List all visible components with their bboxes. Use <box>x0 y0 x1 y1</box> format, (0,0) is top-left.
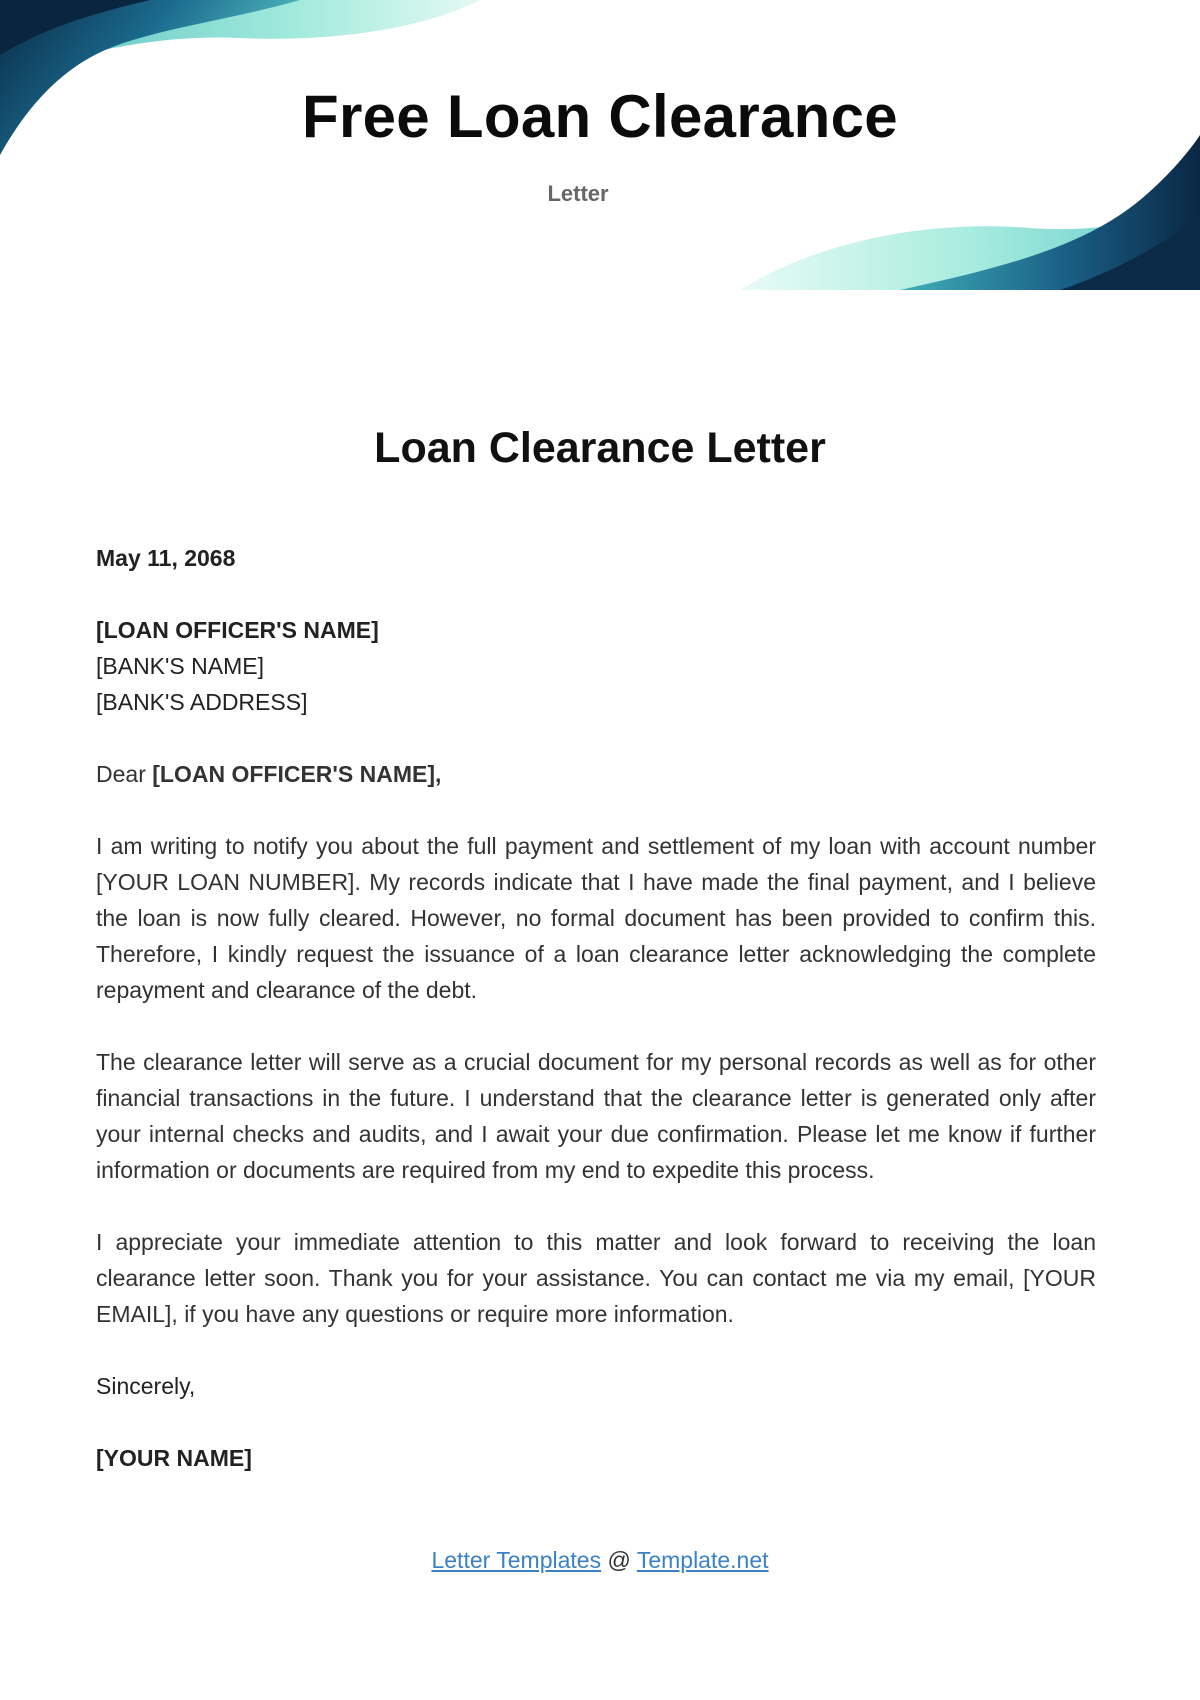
salutation-prefix: Dear <box>96 761 146 787</box>
recipient-bank-address: [BANK'S ADDRESS] <box>96 689 308 715</box>
salutation <box>96 756 1096 792</box>
template-net-link[interactable]: Template.net <box>636 1547 769 1573</box>
letter-date: May 11, 2068 <box>96 545 236 571</box>
body-paragraph-3: I appreciate your immediate attention to this matter and look forward to receiving the loan clearance letter soon. Thank you for your assistance. You can contact me via my email, [YOUR EMAIL], if you have any questions or require more information. <box>96 1229 1096 1327</box>
footer-separator: @ <box>607 1547 631 1573</box>
letter-templates-link[interactable]: Letter Templates <box>431 1547 602 1573</box>
signature-name: [YOUR NAME] <box>96 1445 252 1471</box>
document-title: Free Loan Clearance <box>302 83 898 150</box>
recipient-bank-name: [BANK'S NAME] <box>96 653 264 679</box>
footer-credit <box>0 1547 1200 1574</box>
recipient-block <box>96 612 1096 720</box>
document-subtitle: Letter <box>547 181 609 206</box>
closing: Sincerely, <box>96 1373 196 1399</box>
body-paragraph-1: I am writing to notify you about the full payment and settlement of my loan with account number [YOUR LOAN NUMBER]. My records indicate that I have made the final payment, and I believe the loan is now fully cleared. However, no formal document has been provided to confirm this. Therefore, I kindly request the issuance of a loan clearance letter acknowledging the complete repayment and clearance of the debt. <box>96 833 1096 1003</box>
body-paragraph-2: The clearance letter will serve as a crucial document for my personal records as well as for other financial transactions in the future. I understand that the clearance letter is generated only after your internal checks and audits, and I await your due confirmation. Please let me know if further information or documents are required from my end to expedite this process. <box>96 1049 1096 1183</box>
salutation-name: [LOAN OFFICER'S NAME], <box>152 761 442 787</box>
recipient-name: [LOAN OFFICER'S NAME] <box>96 617 379 643</box>
letter-body <box>96 540 1096 1476</box>
letter-heading: Loan Clearance Letter <box>374 424 826 472</box>
